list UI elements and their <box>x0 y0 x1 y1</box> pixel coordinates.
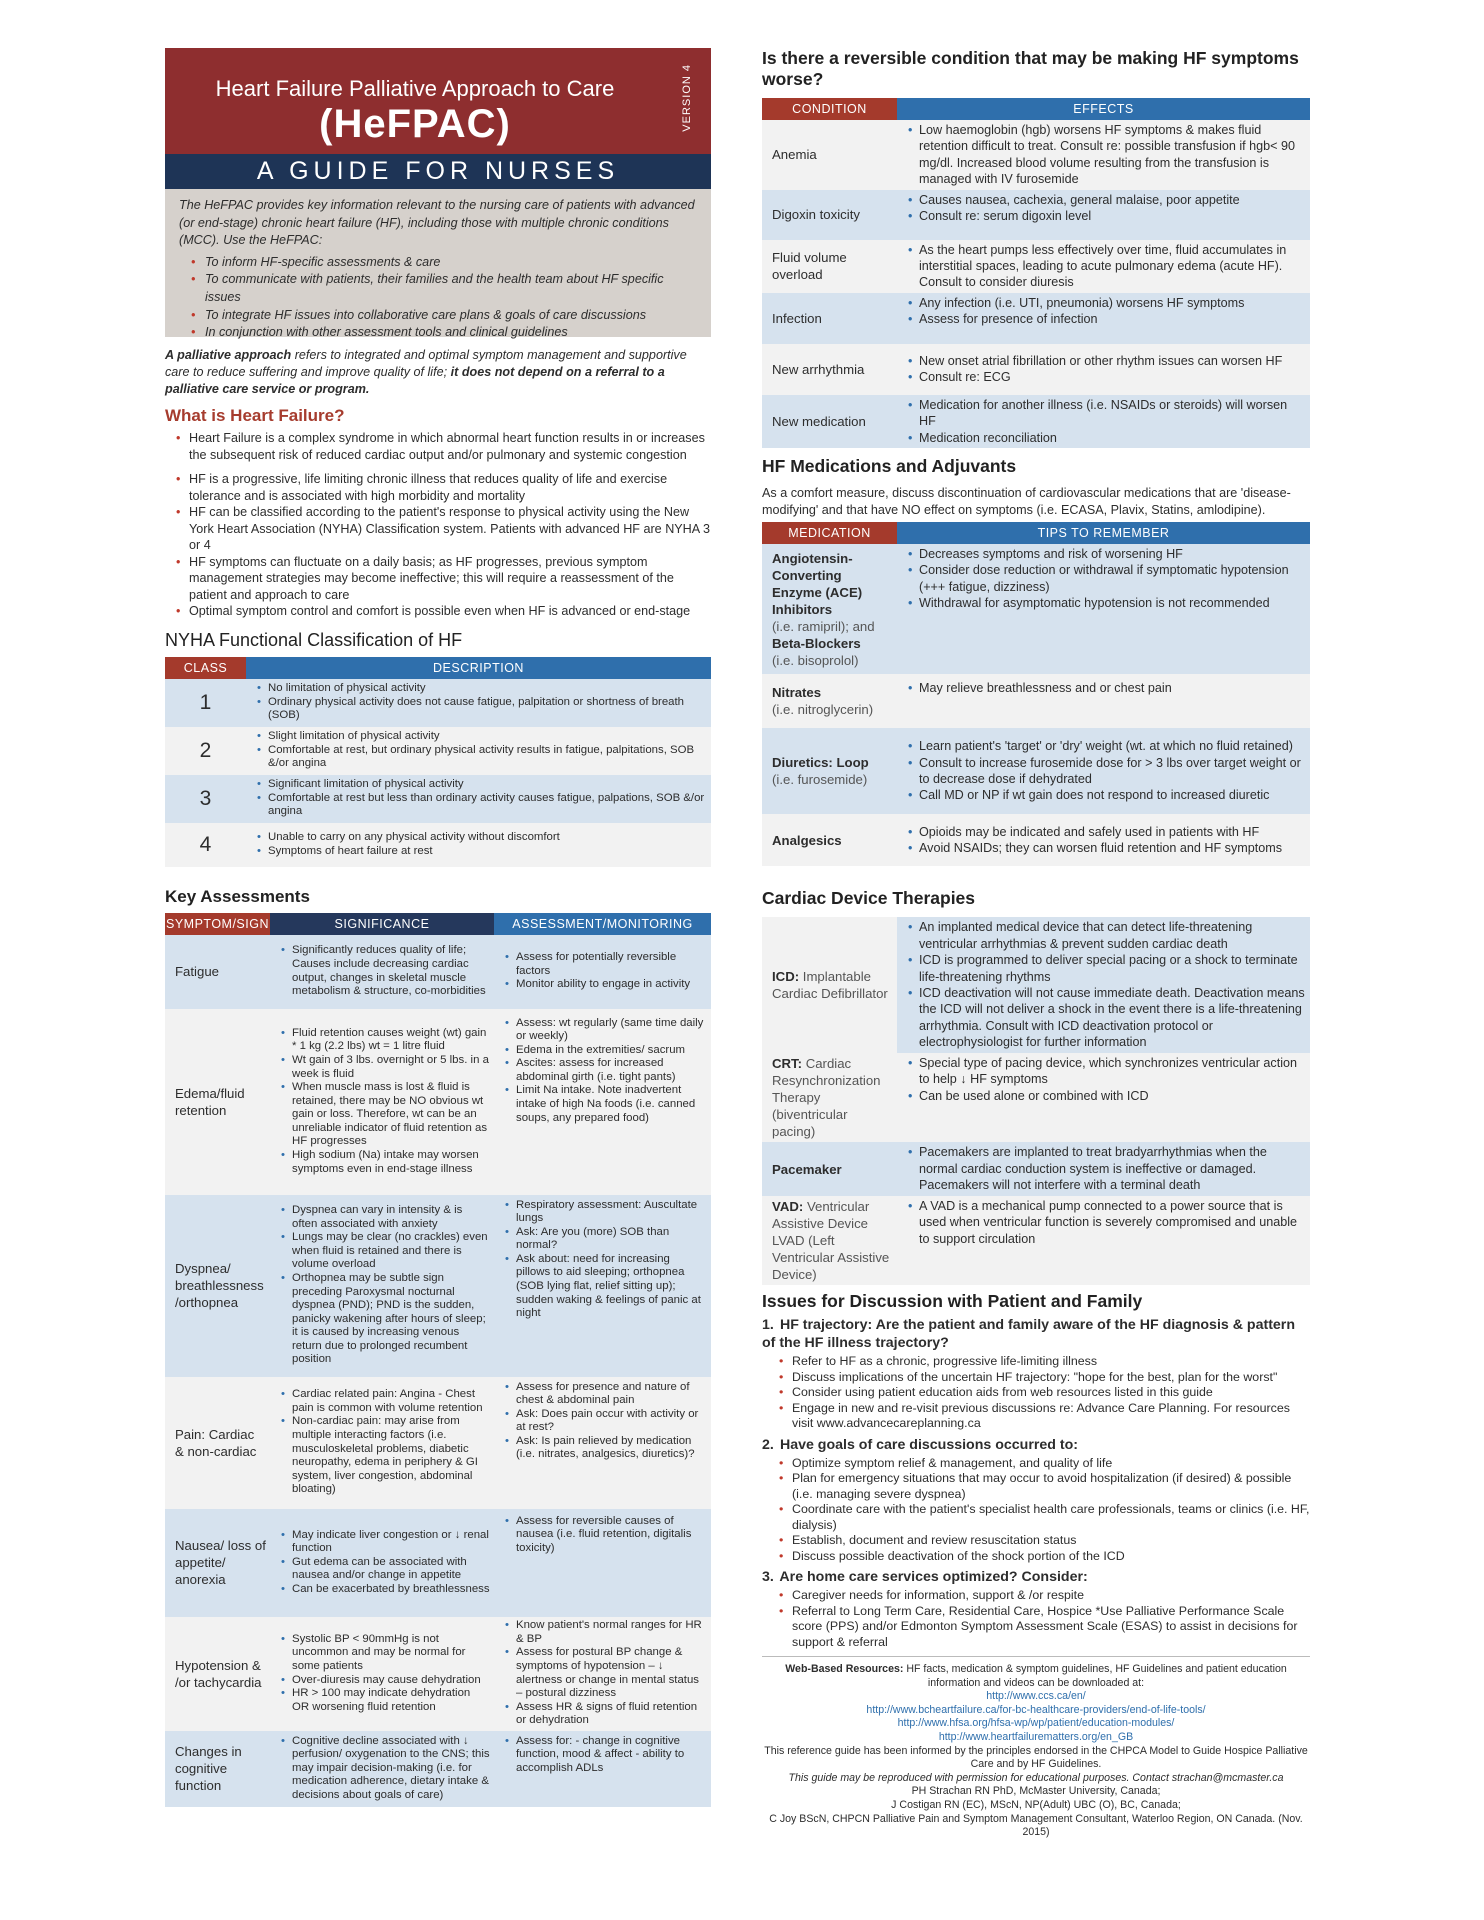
nyha-col-description: DESCRIPTION <box>246 657 711 679</box>
list-item: • Low haemoglobin (hgb) worsens HF symptoms & makes fluid retention difficult to treat. Consult re: possible transfusion if hgb< 90 mg/dl. Increased blood volume resulting from the transfusion is managed with IV furosemide <box>919 122 1306 188</box>
device-name: Pacemaker <box>762 1142 897 1196</box>
list-item: • Assess for presence and nature of chest & abdominal pain <box>516 1381 707 1408</box>
table-row <box>762 1053 1310 1142</box>
list-item: • HF symptoms can fluctuate on a daily basis; as HF progresses, previous symptom management strategies may become ineffective; this will require a reassessment of the patient and approach to care <box>189 554 711 604</box>
table-row <box>762 814 1310 866</box>
nyha-heading: NYHA Functional Classification of HF <box>165 629 463 650</box>
list-item: • HR > 100 may indicate dehydration OR worsening fluid retention <box>292 1687 490 1714</box>
list-item: • Lungs may be clear (no crackles) even when fluid is retained and there is volume overload <box>292 1231 490 1272</box>
guide-acronym: (HeFPAC) <box>319 102 511 146</box>
list-item: • Refer to HF as a chronic, progressive life-limiting illness <box>792 1354 1310 1370</box>
table-row <box>165 775 711 823</box>
header-banner <box>165 48 711 154</box>
list-item: • To communicate with patients, their families and the health team about HF specific issues <box>205 271 697 306</box>
table-row <box>762 120 1310 190</box>
list-item: • In conjunction with other assessment tools and clinical guidelines <box>205 324 697 342</box>
approach-emphasis: it does not depend on a referral to a palliative care service or program. <box>165 365 665 396</box>
meds-col-tips: TIPS TO REMEMBER <box>897 522 1310 544</box>
issue-1-list <box>762 1354 1310 1432</box>
table-row <box>762 240 1310 293</box>
med-name: Angiotensin-Converting Enzyme (ACE) Inhibitors (i.e. ramipril); and Beta-Blockers (i.e. bisoprolol) <box>762 544 897 674</box>
list-item: • Dyspnea can vary in intensity & is often associated with anxiety <box>292 1204 490 1231</box>
issue-2-list <box>762 1456 1310 1565</box>
nyha-class: 3 <box>165 775 246 823</box>
list-item: • Systolic BP < 90mmHg is not uncommon and may be normal for some patients <box>292 1633 490 1674</box>
list-item: • Ask: Is pain relieved by medication (i.e. nitrates, analgesics, diuretics)? <box>516 1435 707 1462</box>
version-label: VERSION 4 <box>681 64 693 132</box>
list-item: • HF can be classified according to the patient's response to physical activity using the New York Heart Association (NYHA) Classification system. Patients with advanced HF are NYHA 3 or 4 <box>189 504 711 554</box>
list-item: • Withdrawal for asymptomatic hypotension is not recommended <box>919 595 1306 611</box>
list-item: • Fluid retention causes weight (wt) gain * 1 kg (2.2 lbs) wt = 1 litre fluid <box>292 1027 490 1054</box>
table-row <box>762 344 1310 395</box>
table-row <box>165 1509 711 1617</box>
author-line: J Costigan RN (EC), MScN, NP(Adult) UBC (O), BC, Canada; <box>891 1799 1181 1811</box>
list-item: • Cardiac related pain: Angina - Chest pain is common with volume retention <box>292 1388 490 1415</box>
issue-question-1: 1. HF trajectory: Are the patient and family aware of the HF diagnosis & pattern of the HF illness trajectory? <box>762 1317 1295 1352</box>
list-item: • Know patient's normal ranges for HR & BP <box>516 1619 707 1646</box>
reproduce-note: This guide may be reproduced with permission for educational purposes. Contact strachan@mcmaster.ca <box>788 1771 1284 1784</box>
ka-sign: Changes in cognitive function <box>165 1731 270 1807</box>
what-is-hf-list <box>165 430 711 620</box>
list-item: • Comfortable at rest but less than ordinary activity causes fatigue, palpations, SOB &/or angina <box>268 792 707 819</box>
meds-heading: HF Medications and Adjuvants <box>762 456 1017 477</box>
list-item: • Medication reconciliation <box>919 430 1306 446</box>
list-item: • Plan for emergency situations that may occur to avoid hospitalization (if desired) & possible (i.e. managing severe dyspnea) <box>792 1471 1310 1502</box>
nyha-class: 2 <box>165 727 246 775</box>
list-item: • Consider dose reduction or withdrawal if symptomatic hypotension (+++ fatigue, dizziness) <box>919 562 1306 595</box>
table-row <box>762 544 1310 674</box>
table-row <box>165 727 711 775</box>
list-item: • Assess for potentially reversible factors <box>516 951 707 978</box>
list-item: • Pacemakers are implanted to treat bradyarrhythmias when the normal cardiac conduction system is ineffective or damaged. Pacemakers will not interfere with a terminal death <box>919 1144 1306 1193</box>
list-item: • Heart Failure is a complex syndrome in which abnormal heart function results in or increases the subsequent risk of reduced cardiac output and/or pulmonary and systemic congestion <box>189 430 711 463</box>
what-is-hf-heading: What is Heart Failure? <box>165 406 345 425</box>
intro-box <box>165 189 711 340</box>
list-item: • Ask about: need for increasing pillows to aid sleeping; orthopnea (SOB lying flat, relief sitting up); sudden waking & feelings of panic at night <box>516 1253 707 1321</box>
approach-text: refers to integrated and optimal symptom management and supportive care to reduce suffering and improve quality of life; <box>165 348 687 379</box>
list-item: • New onset atrial fibrillation or other rhythm issues can worsen HF <box>919 353 1306 369</box>
list-item: • Causes nausea, cachexia, general malaise, poor appetite <box>919 192 1306 208</box>
list-item: • Non-cardiac pain: may arise from multiple interacting factors (i.e. musculoskeletal problems, diabetic neuropathy, edema in periphery & GI system, liver congestion, abdominal bloating) <box>292 1415 490 1497</box>
table-row <box>762 190 1310 240</box>
list-item: • Coordinate care with the patient's specialist health care professionals, teams or clinics (i.e. HF, dialysis) <box>792 1502 1310 1533</box>
device-name: CRT: Cardiac Resynchronization Therapy (biventricular pacing) <box>762 1053 897 1142</box>
list-item: • Limit Na intake. Note inadvertent intake of high Na foods (i.e. canned soups, any prepared food) <box>516 1084 707 1125</box>
key-assessments-heading: Key Assessments <box>165 886 310 906</box>
author-line: C Joy BScN, CHPCN Palliative Pain and Symptom Management Consultant, Waterloo Region, ON Canada. (Nov. 2015) <box>769 1812 1303 1839</box>
list-item: • Significant limitation of physical activity <box>268 778 707 792</box>
resource-link[interactable]: http://www.hfsa.org/hfsa-wp/wp/patient/education-modules/ <box>897 1717 1175 1730</box>
list-item: • Comfortable at rest, but ordinary physical activity results in fatigue, palpitations, SOB &/or angina <box>268 744 707 771</box>
list-item: • Any infection (i.e. UTI, pneumonia) worsens HF symptoms <box>919 295 1306 311</box>
list-item: • Can be used alone or combined with ICD <box>919 1088 1306 1104</box>
table-row <box>762 1196 1310 1285</box>
approach-term: A palliative approach <box>165 348 292 362</box>
list-item: • Assess for: - change in cognitive function, mood & affect - ability to accomplish ADLs <box>516 1735 707 1776</box>
list-item: • Assess: wt regularly (same time daily or weekly) <box>516 1017 707 1044</box>
list-item: • Opioids may be indicated and safely used in patients with HF <box>919 824 1306 840</box>
left-column <box>165 48 711 1807</box>
list-item: • A VAD is a mechanical pump connected to a power source that is used when ventricular function is severely compromised and unable to support circulation <box>919 1198 1306 1247</box>
list-item: • Assess for reversible causes of nausea (i.e. fluid retention, digitalis toxicity) <box>516 1515 707 1556</box>
table-row <box>762 674 1310 728</box>
rev-col-condition: CONDITION <box>762 98 897 120</box>
resource-link[interactable]: http://www.ccs.ca/en/ <box>986 1690 1086 1703</box>
list-item: • Establish, document and review resuscitation status <box>792 1533 1310 1549</box>
list-item: • Assess for presence of infection <box>919 311 1306 327</box>
list-item: • When muscle mass is lost & fluid is retained, there may be NO obvious wt gain or loss. Therefore, wt can be an unreliable indicator of fluid retention as HF progresses <box>292 1081 490 1149</box>
table-row <box>762 728 1310 814</box>
ka-col-significance: SIGNIFICANCE <box>270 913 494 935</box>
footer-divider <box>762 1656 1310 1657</box>
device-name: ICD: Implantable Cardiac Defibrillator <box>762 917 897 1053</box>
device-name: VAD: Ventricular Assistive Device LVAD (Left Ventricular Assistive Device) <box>762 1196 897 1285</box>
list-item: • ICD deactivation will not cause immediate death. Deactivation means the ICD will not deliver a shock in the event there is a life-threatening arrhythmia. Consult with ICD deactivation protocol or electrophysiologist for further information <box>919 985 1306 1051</box>
table-row <box>762 293 1310 344</box>
rev-condition: New arrhythmia <box>762 344 897 395</box>
resource-link[interactable]: http://www.bcheartfailure.ca/for-bc-healthcare-providers/end-of-life-tools/ <box>866 1703 1206 1716</box>
nyha-class: 4 <box>165 823 246 867</box>
list-item: • Ask: Does pain occur with activity or at rest? <box>516 1408 707 1435</box>
ka-sign: Dyspnea/ breathlessness /orthopnea <box>165 1195 270 1377</box>
list-item: • To inform HF-specific assessments & care <box>205 254 697 272</box>
list-item: • Monitor ability to engage in activity <box>516 978 707 992</box>
list-item: • Assess for postural BP change & symptoms of hypotension – ↓ alertness or change in mental status – postural dizziness <box>516 1646 707 1700</box>
footer <box>762 1663 1310 1840</box>
meds-table <box>762 522 1310 866</box>
list-item: • Gut edema can be associated with nausea and/or change in appetite <box>292 1556 490 1583</box>
list-item: • Cognitive decline associated with ↓ perfusion/ oxygenation to the CNS; this may impair decision-making (i.e. for medication adherence, dietary intake & decisions about goals of care) <box>292 1735 490 1803</box>
table-row <box>165 1377 711 1509</box>
med-name: Diuretics: Loop (i.e. furosemide) <box>762 728 897 814</box>
list-item: • Decreases symptoms and risk of worsening HF <box>919 546 1306 562</box>
rev-condition: Fluid volume overload <box>762 240 897 293</box>
list-item: • Medication for another illness (i.e. NSAIDs or steroids) will worsen HF <box>919 397 1306 430</box>
list-item: • May relieve breathlessness and or chest pain <box>919 680 1306 696</box>
ka-sign: Hypotension & /or tachycardia <box>165 1617 270 1731</box>
med-name: Analgesics <box>762 814 897 866</box>
nyha-class: 1 <box>165 679 246 727</box>
ka-col-assessment: ASSESSMENT/MONITORING <box>494 913 711 935</box>
ka-sign: Fatigue <box>165 935 270 1009</box>
ka-col-sign: SYMPTOM/SIGN <box>165 913 270 935</box>
list-item: • Consult re: ECG <box>919 369 1306 385</box>
list-item: • ICD is programmed to deliver special pacing or a shock to terminate life-threatening rhythms <box>919 952 1306 985</box>
list-item: • Unable to carry on any physical activity without discomfort <box>268 831 707 845</box>
list-item: • Ascites: assess for increased abdominal girth (i.e. tight pants) <box>516 1057 707 1084</box>
list-item: • May indicate liver congestion or ↓ renal function <box>292 1529 490 1556</box>
med-name: Nitrates (i.e. nitroglycerin) <box>762 674 897 728</box>
list-item: • Call MD or NP if wt gain does not respond to increased diuretic <box>919 787 1306 803</box>
table-row <box>762 917 1310 1053</box>
issues-heading: Issues for Discussion with Patient and Family <box>762 1291 1143 1312</box>
list-item: • No limitation of physical activity <box>268 682 707 696</box>
ka-sign: Pain: Cardiac & non-cardiac <box>165 1377 270 1509</box>
list-item: • Can be exacerbated by breathlessness <box>292 1583 490 1597</box>
table-row <box>165 823 711 867</box>
table-row <box>165 1617 711 1731</box>
rev-condition: Infection <box>762 293 897 344</box>
list-item: • Slight limitation of physical activity <box>268 730 707 744</box>
list-item: • Consult re: serum digoxin level <box>919 208 1306 224</box>
list-item: • Significantly reduces quality of life; Causes include decreasing cardiac output, changes in skeletal muscle metabolism & structure, co-morbidities <box>292 944 490 998</box>
resource-link[interactable]: http://www.heartfailurematters.org/en_GB <box>938 1731 1134 1744</box>
list-item: • An implanted medical device that can detect life-threatening ventricular arrhythmias & prevent sudden cardiac death <box>919 919 1306 952</box>
list-item: • Consult to increase furosemide dose for > 3 lbs over target weight or to decrease dose if dehydrated <box>919 755 1306 788</box>
issue-question-2: 2. Have goals of care discussions occurred to: <box>762 1436 1078 1453</box>
reversible-table <box>762 98 1310 448</box>
list-item: • Learn patient's 'target' or 'dry' weight (wt. at which no fluid retained) <box>919 738 1306 754</box>
ka-sign: Edema/fluid retention <box>165 1009 270 1195</box>
right-column <box>762 48 1310 1840</box>
guide-title: Heart Failure Palliative Approach to Care <box>215 76 615 101</box>
list-item: • Respiratory assessment: Auscultate lungs <box>516 1199 707 1226</box>
list-item: • Ordinary physical activity does not cause fatigue, palpitation or shortness of breath (SOB) <box>268 696 707 723</box>
list-item: • Over-diuresis may cause dehydration <box>292 1674 490 1688</box>
ka-sign: Nausea/ loss of appetite/ anorexia <box>165 1509 270 1617</box>
rev-condition: New medication <box>762 395 897 448</box>
web-resources: Web-Based Resources: HF facts, medication & symptom guidelines, HF Guidelines and patient education information and videos can be downloaded at: <box>785 1663 1287 1689</box>
list-item: • Discuss implications of the uncertain HF trajectory: "hope for the best, plan for the worst" <box>792 1370 1310 1386</box>
list-item: • Optimal symptom control and comfort is possible even when HF is advanced or end-stage <box>189 603 711 620</box>
list-item: • As the heart pumps less effectively over time, fluid accumulates in interstitial spaces, leading to acute pulmonary edema (acute HF). Consult to consider diuresis <box>919 242 1306 291</box>
list-item: • Avoid NSAIDs; they can worsen fluid retention and HF symptoms <box>919 840 1306 856</box>
rev-condition: Digoxin toxicity <box>762 190 897 240</box>
meds-col-medication: MEDICATION <box>762 522 897 544</box>
list-item: • Assess HR & signs of fluid retention or dehydration <box>516 1701 707 1728</box>
table-row <box>762 395 1310 448</box>
list-item: • To integrate HF issues into collaborative care plans & goals of care discussions <box>205 307 697 325</box>
intro-text: The HeFPAC provides key information relevant to the nursing care of patients with advanced (or end-stage) chronic heart failure (HF), including those with multiple chronic conditions (MCC). Use the HeFPAC: <box>179 198 695 248</box>
table-row <box>165 1009 711 1195</box>
devices-heading: Cardiac Device Therapies <box>762 888 976 909</box>
list-item: • Edema in the extremities/ sacrum <box>516 1044 707 1058</box>
table-row <box>165 1195 711 1377</box>
nyha-col-class: CLASS <box>165 657 246 679</box>
list-item: • Referral to Long Term Care, Residential Care, Hospice *Use Palliative Performance Scale score (PPS) and/or Edmonton Symptom Assessment Scale (ESAS) to assist in decisions for support & referral <box>792 1604 1310 1651</box>
list-item: • Wt gain of 3 lbs. overnight or 5 lbs. in a week is fluid <box>292 1054 490 1081</box>
list-item: • HF is a progressive, life limiting chronic illness that reduces quality of life and exercise tolerance and is associated with high morbidity and mortality <box>189 471 711 504</box>
principles-note: This reference guide has been informed by the principles endorsed in the CHPCA Model to Guide Hospice Palliative Care and by HF Guidelines. <box>764 1744 1308 1771</box>
rev-col-effects: EFFECTS <box>897 98 1310 120</box>
list-item: • Ask: Are you (more) SOB than normal? <box>516 1226 707 1253</box>
nyha-table <box>165 657 711 867</box>
issue-question-3: 3. Are home care services optimized? Consider: <box>762 1569 1088 1586</box>
table-row <box>165 935 711 1009</box>
key-assessments-table <box>165 913 711 1807</box>
list-item: • Optimize symptom relief & management, and quality of life <box>792 1456 1310 1472</box>
list-item: • High sodium (Na) intake may worsen symptoms even in end-stage illness <box>292 1149 490 1176</box>
guide-subtitle: A GUIDE FOR NURSES <box>165 154 711 189</box>
uses-list <box>179 254 697 342</box>
issue-3-list <box>762 1588 1310 1650</box>
author-line: PH Strachan RN PhD, McMaster University, Canada; <box>911 1785 1161 1798</box>
list-item: • Orthopnea may be subtle sign preceding Paroxysmal nocturnal dyspnea (PND); PND is the sudden, panicky wakening after hours of sleep; it is caused by increasing venous return due to prolonged recumbent position <box>292 1272 490 1367</box>
rev-condition: Anemia <box>762 120 897 190</box>
meds-intro: As a comfort measure, discuss discontinuation of cardiovascular medications that are 'disease-modifying' and that have NO effect on symptoms (i.e. ECASA, Plavix, Statins, amlodipine). <box>762 486 1291 517</box>
list-item: • Engage in new and re-visit previous discussions re: Advance Care Planning. For resources visit www.advancecareplanning.ca <box>792 1401 1310 1432</box>
list-item: • Caregiver needs for information, support & /or respite <box>792 1588 1310 1604</box>
palliative-approach-definition <box>165 347 711 398</box>
list-item: • Discuss possible deactivation of the shock portion of the ICD <box>792 1549 1310 1565</box>
reversible-heading: Is there a reversible condition that may be making HF symptoms worse? <box>762 48 1299 89</box>
list-item: • Symptoms of heart failure at rest <box>268 845 707 859</box>
devices-table <box>762 917 1310 1285</box>
list-item: • Special type of pacing device, which synchronizes ventricular action to help ↓ HF symptoms <box>919 1055 1306 1088</box>
list-item: • Consider using patient education aids from web resources listed in this guide <box>792 1385 1310 1401</box>
table-row <box>165 1731 711 1807</box>
table-row <box>165 679 711 727</box>
table-row <box>762 1142 1310 1196</box>
